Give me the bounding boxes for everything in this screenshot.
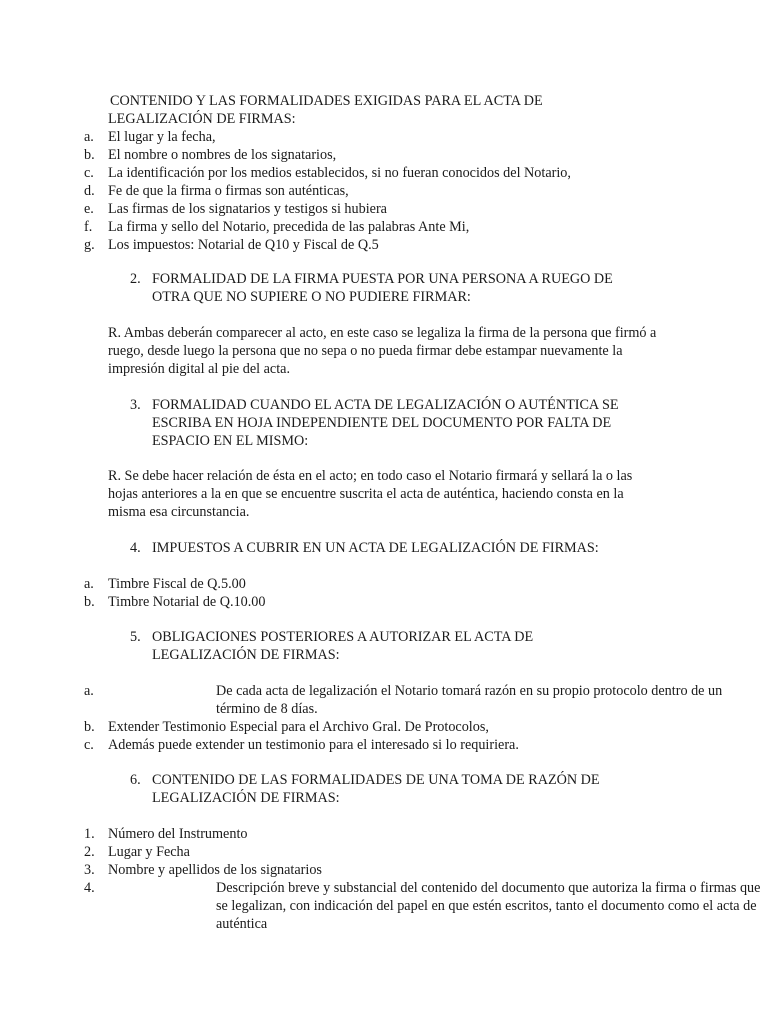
section-4-list (0, 575, 768, 611)
section-6-heading (130, 771, 650, 807)
list-text: Las firmas de los signatarios y testigos si hubiera (108, 201, 387, 217)
list-text: Lugar y Fecha (108, 844, 190, 860)
list-text: De cada acta de legalización el Notario tomará razón en su propio protocolo dentro de un término de 8 días. (216, 683, 723, 717)
list-marker: a. (84, 683, 94, 699)
list-marker: g. (84, 237, 95, 253)
section-2-heading (130, 270, 650, 306)
list-text: Timbre Notarial de Q.10.00 (108, 594, 266, 610)
list-text: Nombre y apellidos de los signatarios (108, 862, 322, 878)
section-number: 6. (130, 772, 141, 788)
list-marker: c. (84, 165, 94, 181)
list-item (0, 218, 768, 236)
section-number: 3. (130, 397, 141, 413)
list-marker: b. (84, 147, 95, 163)
list-item (0, 682, 768, 718)
list-text: Extender Testimonio Especial para el Archivo Gral. De Protocolos, (108, 719, 489, 735)
list-item (0, 146, 768, 164)
list-text: Descripción breve y substancial del contenido del documento que autoriza la firma o firmas que se legalizan, con indicación del papel en que estén escritos, tanto el documento como el acta de auténtica (216, 880, 761, 932)
list-marker: 1. (84, 826, 95, 842)
list-item (0, 718, 768, 736)
section-2-answer: R. Ambas deberán comparecer al acto, en este caso se legaliza la firma de la persona que firmó a ruego, desde luego la persona que no sepa o no pueda firmar debe estampar nuevamente la impresión digital al pie del acta. (108, 325, 657, 377)
section-5-heading (130, 628, 630, 664)
section-4-heading (130, 539, 690, 557)
list-item (0, 861, 768, 879)
section-3-answer: R. Se debe hacer relación de ésta en el acto; en todo caso el Notario firmará y sellará la o las hojas anteriores a la en que se encuentre suscrita el acta de auténtica, haciendo consta en la misma esa circunstancia. (108, 468, 633, 520)
section-3-heading (130, 396, 660, 450)
list-text: Número del Instrumento (108, 826, 248, 842)
list-item (0, 164, 768, 182)
list-text: La firma y sello del Notario, precedida de las palabras Ante Mi, (108, 219, 470, 235)
list-item (0, 593, 768, 611)
list-text: Fe de que la firma o firmas son auténticas, (108, 183, 349, 199)
section-1-list (0, 128, 768, 254)
section-3-title: FORMALIDAD CUANDO EL ACTA DE LEGALIZACIÓN O AUTÉNTICA SE ESCRIBA EN HOJA INDEPENDIENTE DEL DOCUMENTO POR FALTA DE ESPACIO EN EL MISMO: (152, 397, 619, 449)
list-marker: e. (84, 201, 94, 217)
list-item (0, 879, 768, 933)
list-marker: 3. (84, 862, 95, 878)
section-number: 2. (130, 271, 141, 287)
list-text: Los impuestos: Notarial de Q10 y Fiscal de Q.5 (108, 237, 379, 253)
list-item (0, 200, 768, 218)
section-5-list (0, 682, 768, 754)
list-marker: b. (84, 594, 95, 610)
list-marker: f. (84, 219, 93, 235)
list-item (0, 182, 768, 200)
list-item (0, 825, 768, 843)
list-marker: d. (84, 183, 95, 199)
section-1-title: CONTENIDO Y LAS FORMALIDADES EXIGIDAS PARA EL ACTA DE LEGALIZACIÓN DE FIRMAS: (108, 93, 543, 127)
section-number: 5. (130, 629, 141, 645)
section-6-list (0, 825, 768, 933)
section-2-title: FORMALIDAD DE LA FIRMA PUESTA POR UNA PERSONA A RUEGO DE OTRA QUE NO SUPIERE O NO PUDIERE FIRMAR: (152, 271, 613, 305)
list-item (0, 128, 768, 146)
list-text: El nombre o nombres de los signatarios, (108, 147, 337, 163)
list-text: La identificación por los medios establecidos, si no fueran conocidos del Notario, (108, 165, 571, 181)
section-5-title: OBLIGACIONES POSTERIORES A AUTORIZAR EL ACTA DE LEGALIZACIÓN DE FIRMAS: (152, 629, 534, 663)
list-marker: b. (84, 719, 95, 735)
list-item (0, 236, 768, 254)
list-marker: c. (84, 737, 94, 753)
section-number: 4. (130, 540, 141, 556)
list-item (0, 575, 768, 593)
list-text: Además puede extender un testimonio para el interesado si lo requiriera. (108, 737, 519, 753)
list-marker: a. (84, 576, 94, 592)
section-6-title: CONTENIDO DE LAS FORMALIDADES DE UNA TOMA DE RAZÓN DE LEGALIZACIÓN DE FIRMAS: (152, 772, 600, 806)
list-marker: 2. (84, 844, 95, 860)
list-item (0, 736, 768, 754)
list-item (0, 843, 768, 861)
list-text: El lugar y la fecha, (108, 129, 216, 145)
list-marker: 4. (84, 880, 95, 896)
section-4-title: IMPUESTOS A CUBRIR EN UN ACTA DE LEGALIZACIÓN DE FIRMAS: (152, 540, 599, 556)
list-marker: a. (84, 129, 94, 145)
list-text: Timbre Fiscal de Q.5.00 (108, 576, 246, 592)
